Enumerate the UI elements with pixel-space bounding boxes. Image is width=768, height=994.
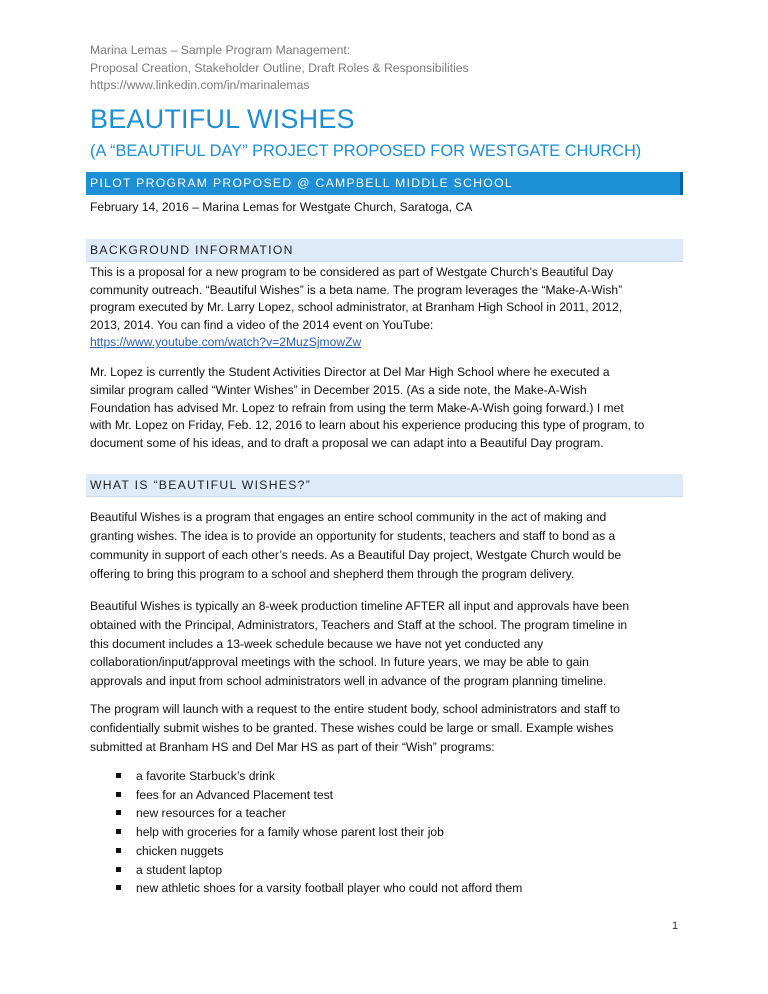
text-line: Mr. Lopez is currently the Student Activities Director at Del Mar High School where he executed a [90, 365, 610, 379]
wish-text: a favorite Starbuck’s drink [136, 769, 275, 783]
text-line: This is a proposal for a new program to be considered as part of Westgate Church’s Beautiful Day [90, 265, 614, 279]
what-is-paragraph-1 [90, 508, 685, 584]
document-header [90, 42, 469, 95]
text-line: approvals and input from school administrators well in advance of the program planning timeline. [90, 674, 607, 689]
text-line: with Mr. Lopez on Friday, Feb. 12, 2016 to learn about his experience producing this type of program, to [90, 418, 645, 433]
wish-text: chicken nuggets [136, 843, 224, 858]
page-number: 1 [672, 920, 679, 932]
text-line: The program will launch with a request to the entire student body, school administrators and staff to [90, 702, 620, 716]
pilot-program-heading: PILOT PROGRAM PROPOSED @ CAMPBELL MIDDLE SCHOOL [86, 172, 683, 195]
example-wishes-list [90, 767, 522, 898]
text-line: 2013, 2014. You can find a video of the 2014 event on YouTube: [90, 317, 434, 332]
background-paragraph-2 [90, 364, 685, 453]
list-item [90, 786, 522, 805]
list-item [90, 804, 522, 823]
text-line: similar program called “Winter Wishes” in December 2015. (As a side note, the Make-A-Wish [90, 382, 587, 397]
background-paragraph-1 [90, 264, 685, 352]
header-linkedin-url: https://www.linkedin.com/in/marinalemas [90, 78, 310, 92]
text-line: program executed by Mr. Larry Lopez, school administrator, at Branham High School in 2011, 2012, [90, 300, 623, 314]
wish-text: help with groceries for a family whose parent lost their job [136, 825, 444, 840]
list-item [90, 823, 522, 842]
wish-text: a student laptop [136, 862, 223, 877]
text-line: granting wishes. The idea is to provide an opportunity for students, teachers and staff to bond as a [90, 529, 616, 543]
document-subtitle: (A “BEAUTIFUL DAY” PROJECT PROPOSED FOR WESTGATE CHURCH) [90, 142, 642, 160]
background-heading: BACKGROUND INFORMATION [86, 239, 683, 262]
bullet-square-icon [116, 773, 121, 778]
text-line: this document includes a 13-week schedule because we have not yet conducted any [90, 636, 544, 651]
bullet-square-icon [116, 885, 121, 890]
text-line: Foundation has advised Mr. Lopez to refrain from using the term Make-A-Wish going forward.) I met [90, 400, 624, 415]
text-line: obtained with the Principal, Administrators, Teachers and Staff at the school. The program timeline in [90, 617, 628, 632]
youtube-video-link[interactable]: https://www.youtube.com/watch?v=2MuzSjmowZw [90, 335, 362, 349]
what-is-paragraph-2 [90, 597, 685, 691]
list-item [90, 767, 522, 786]
list-item [90, 879, 522, 898]
bullet-square-icon [116, 829, 121, 834]
text-line: collaboration/input/approval meetings with the school. In future years, we may be able to gain [90, 655, 589, 670]
what-is-paragraph-3 [90, 700, 685, 757]
wish-text: new athletic shoes for a varsity football player who could not afford them [136, 881, 523, 896]
wish-text: fees for an Advanced Placement test [136, 787, 333, 802]
bullet-square-icon [116, 792, 121, 797]
wish-text: new resources for a teacher [136, 806, 286, 821]
text-line: offering to bring this program to a school and shepherd them through the program delivery. [90, 567, 575, 581]
document-title: BEAUTIFUL WISHES [90, 104, 355, 134]
list-item [90, 861, 522, 880]
text-line: Beautiful Wishes is a program that engages an entire school community in the act of making and [90, 510, 607, 524]
header-description-line: Proposal Creation, Stakeholder Outline, Draft Roles & Responsibilities [90, 60, 469, 75]
what-is-heading: WHAT IS “BEAUTIFUL WISHES?” [86, 474, 683, 497]
text-line: confidentially submit wishes to be granted. These wishes could be large or small. Example wishes [90, 721, 614, 735]
text-line: community outreach. “Beautiful Wishes” is a beta name. The program leverages the “Make-A-Wish” [90, 282, 623, 297]
bullet-square-icon [116, 867, 121, 872]
date-line: February 14, 2016 – Marina Lemas for Westgate Church, Saratoga, CA [90, 200, 473, 214]
bullet-square-icon [116, 810, 121, 815]
text-line: community in support of each other’s needs. As a Beautiful Day project, Westgate Church would be [90, 548, 622, 562]
text-line: document some of his ideas, and to draft a proposal we can adapt into a Beautiful Day program. [90, 436, 604, 451]
text-line: Beautiful Wishes is typically an 8-week production timeline AFTER all input and approvals have been [90, 599, 630, 613]
bullet-square-icon [116, 848, 121, 853]
text-line: submitted at Branham HS and Del Mar HS as part of their “Wish” programs: [90, 740, 495, 754]
list-item [90, 842, 522, 861]
header-author-line: Marina Lemas – Sample Program Management: [90, 43, 351, 57]
